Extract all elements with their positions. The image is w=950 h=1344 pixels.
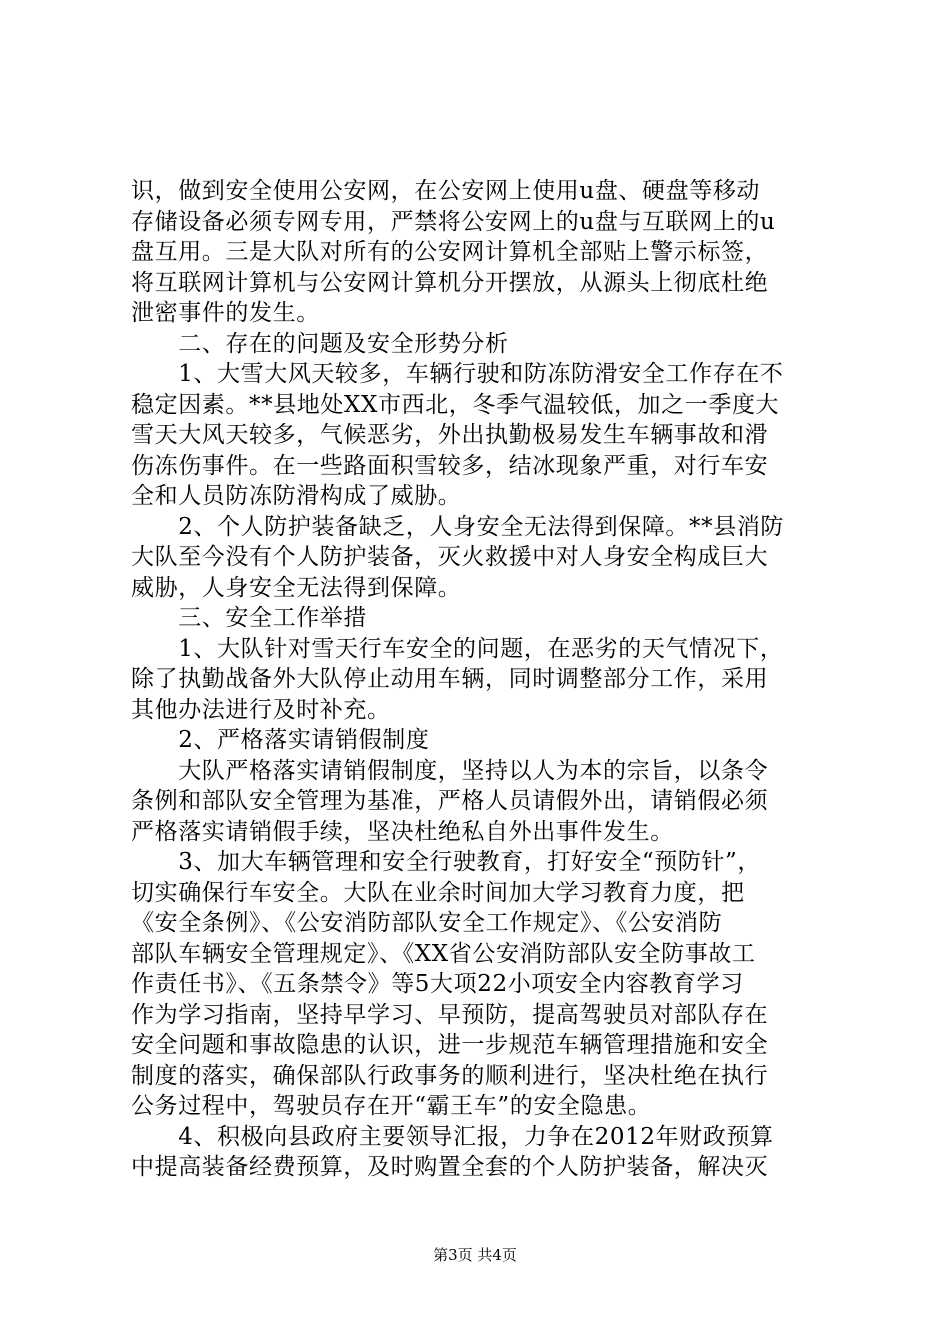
text-line: 2、个人防护装备缺乏，人身安全无法得到保障。**县消防 [131,513,785,540]
text-line: 中提高装备经费预算，及时购置全套的个人防护装备，解决灭 [131,1154,769,1180]
text-line: 制度的落实，确保部队行政事务的顺利进行，坚决杜绝在执行 [131,1062,769,1089]
text-line: 切实确保行车安全。大队在业余时间加大学习教育力度，把 [131,879,745,906]
text-line: 大队严格落实请销假制度，坚持以人为本的宗旨，以条令 [131,757,769,784]
section-heading: 二、存在的问题及安全形势分析 [131,330,509,357]
text-line: 条例和部队安全管理为基准，严格人员请假外出，请销假必须 [131,788,769,814]
text-line: 《安全条例》、《公安消防部队安全工作规定》、《公安消防 [131,910,723,936]
text-line: 公务过程中，驾驶员存在开“霸王车”的安全隐患。 [131,1093,652,1119]
text-line: 4、积极向县政府主要领导汇报，力争在2012年财政预算 [131,1123,774,1150]
text-line: 泄密事件的发生。 [131,300,320,326]
text-line: 伤冻伤事件。在一些路面积雪较多，结冰现象严重，对行车安 [131,452,769,479]
text-line: 3、加大车辆管理和安全行驶教育，打好安全“预防针”， [131,849,761,875]
text-line: 雪天大风天较多，气候恶劣，外出执勤极易发生车辆事故和滑 [131,422,769,448]
text-line: 其他办法进行及时补充。 [131,696,391,723]
text-line: 识，做到安全使用公安网，在公安网上使用u盘、硬盘等移动 [131,178,761,204]
text-line: 作责任书》、《五条禁令》等5大项22小项安全内容教育学习 [131,971,744,997]
text-line: 盘互用。三是大队对所有的公安网计算机全部贴上警示标签， [131,239,769,265]
subsection-heading: 2、严格落实请销假制度 [131,727,430,753]
text-line: 安全问题和事故隐患的认识，进一步规范车辆管理措施和安全 [131,1032,769,1058]
text-line: 除了执勤战备外大队停止动用车辆，同时调整部分工作，采用 [131,666,769,692]
text-line: 严格落实请销假手续，坚决杜绝私自外出事件发生。 [131,818,674,845]
text-line: 作为学习指南，坚持早学习、早预防，提高驾驶员对部队存在 [131,1001,769,1028]
text-line: 威胁，人身安全无法得到保障。 [131,574,462,601]
text-line: 大队至今没有个人防护装备，灭火救援中对人身安全构成巨大 [131,544,769,570]
section-heading: 三、安全工作举措 [131,605,367,631]
page-number-footer: 第3页 共4页 [433,1246,517,1264]
text-line: 全和人员防冻防滑构成了威胁。 [131,483,462,509]
text-line: 存储设备必须专网专用，严禁将公安网上的u盘与互联网上的u [131,208,776,235]
text-line: 稳定因素。**县地处XX市西北，冬季气温较低，加之一季度大 [131,391,780,418]
document-body [131,176,831,1183]
text-line: 1、大队针对雪天行车安全的问题，在恶劣的天气情况下， [131,635,784,662]
text-line: 1、大雪大风天较多，车辆行驶和防冻防滑安全工作存在不 [131,361,784,387]
text-line: 部队车辆安全管理规定》、《XX省公安消防部队安全防事故工 [131,940,756,967]
text-line: 将互联网计算机与公安网计算机分开摆放，从源头上彻底杜绝 [131,269,769,296]
